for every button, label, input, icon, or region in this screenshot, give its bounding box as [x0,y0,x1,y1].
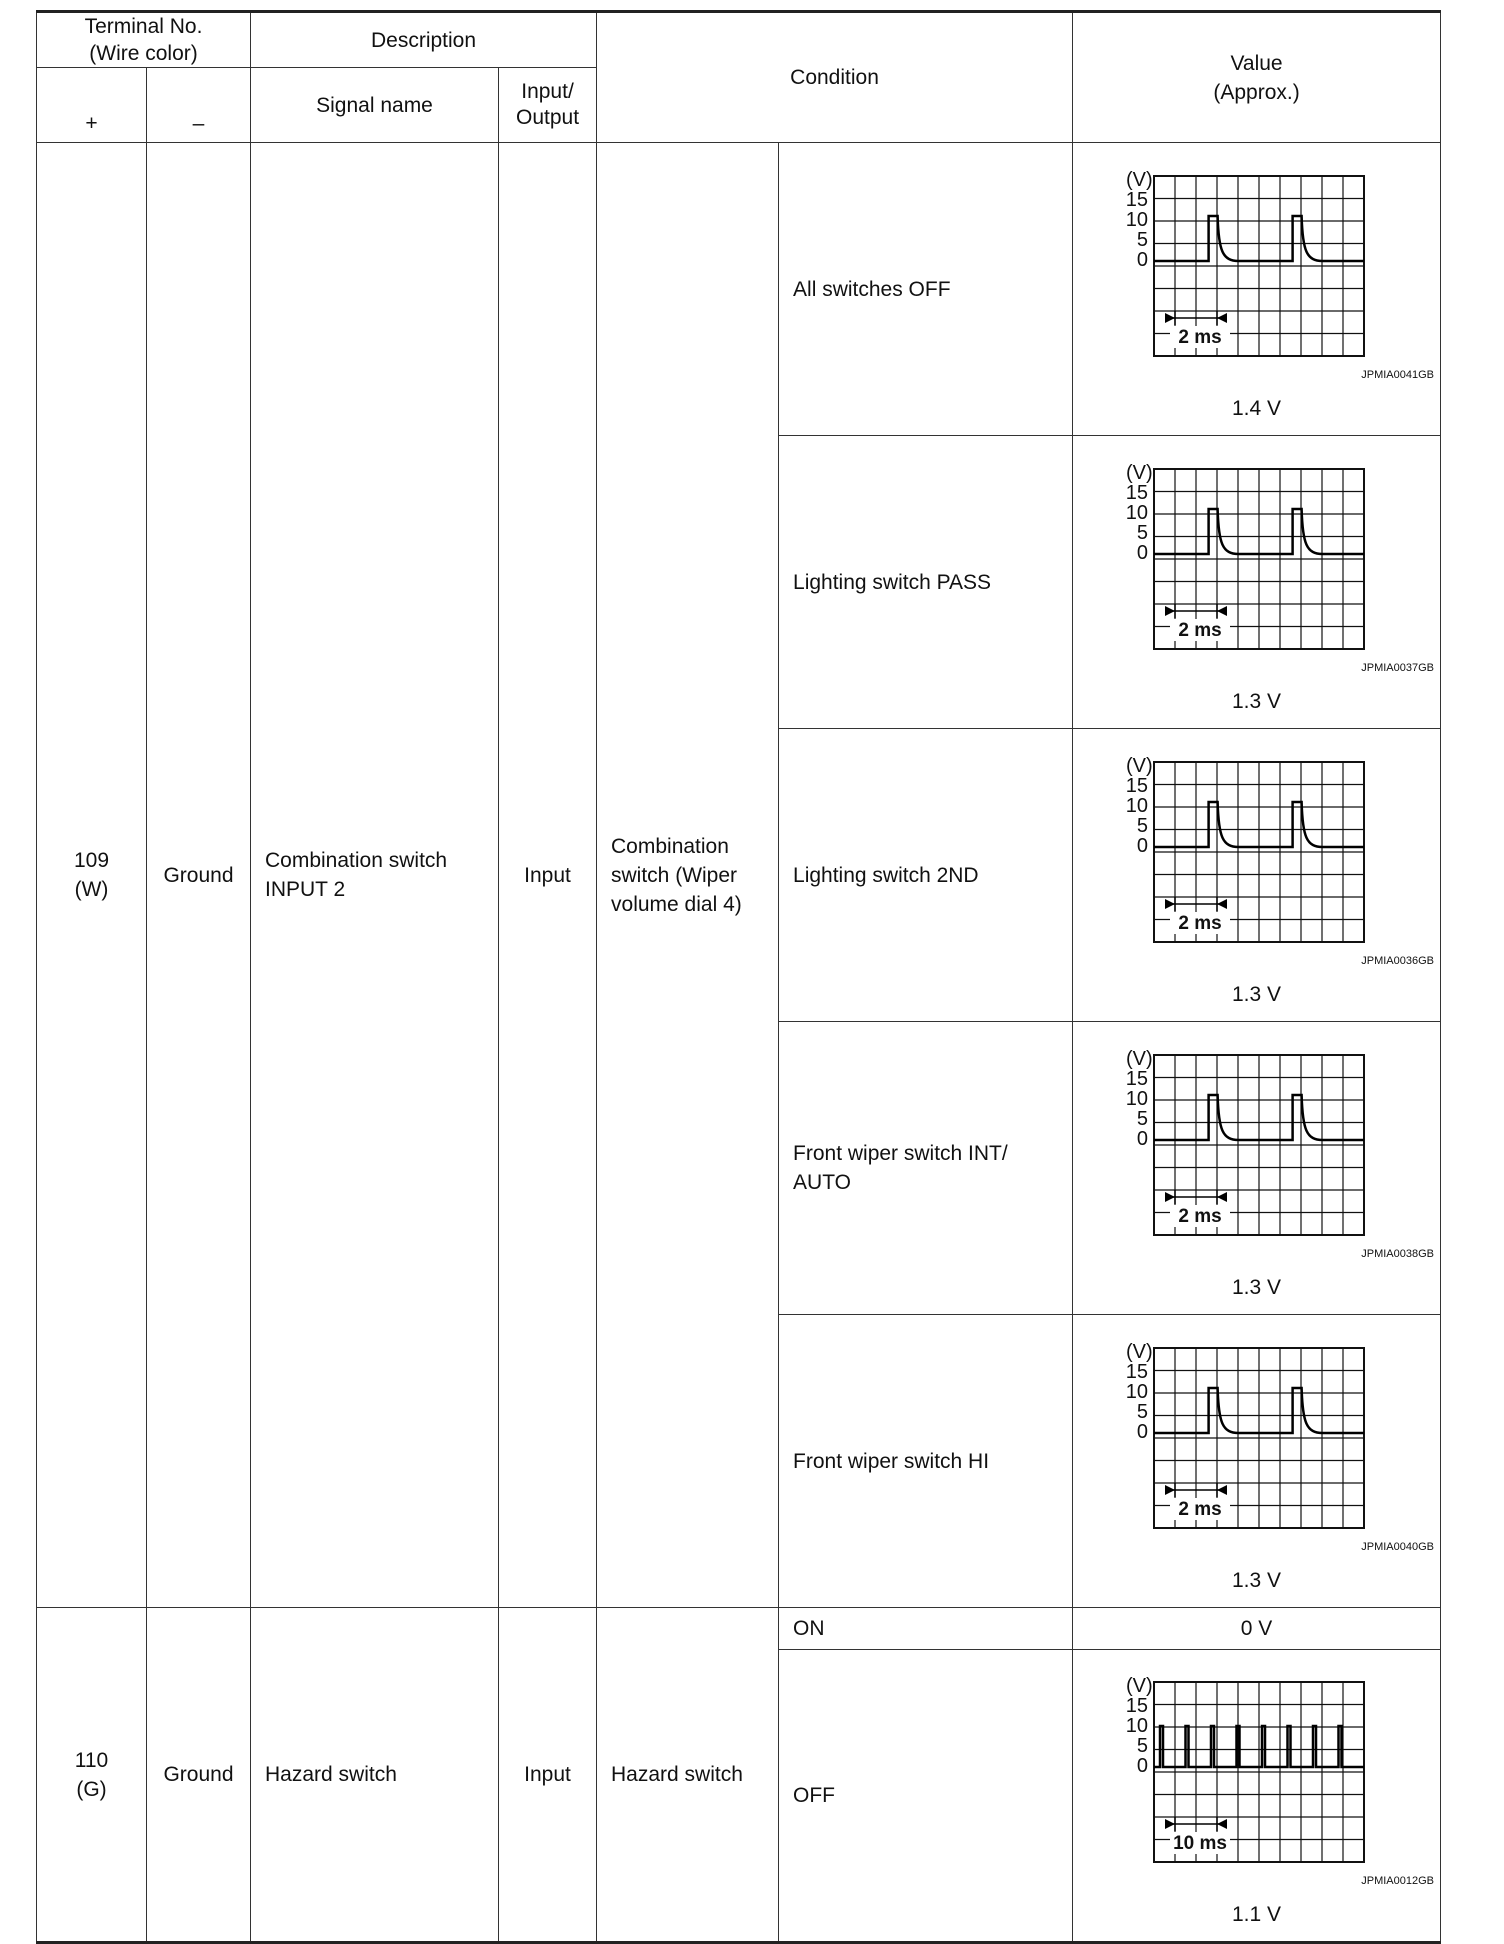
y-tick-label: 5 [1136,228,1148,251]
y-tick-label: 0 [1136,248,1148,271]
y-tick-label: 0 [1136,1420,1148,1443]
figure-code: JPMIA0037GB [1360,661,1434,674]
y-unit-label: (V) [1125,1340,1153,1363]
value-cell [1073,436,1441,729]
description-header: Description [251,12,597,68]
y-unit-label: (V) [1125,461,1153,484]
waveform-figure [1074,1035,1440,1275]
ground-cell: Ground [147,143,251,1608]
y-tick-label: 5 [1136,1400,1148,1423]
value-cell: 0 V [1073,1608,1441,1650]
y-tick-label: 15 [1125,1695,1148,1717]
figure-code: JPMIA0038GB [1360,1247,1434,1260]
y-tick-label: 15 [1125,481,1148,504]
y-tick-label: 5 [1136,1735,1148,1757]
y-tick-label: 10 [1125,1380,1148,1403]
waveform-figure [1074,156,1440,396]
value-cell [1073,143,1441,436]
y-unit-label: (V) [1125,1047,1153,1070]
value-cell [1073,1650,1441,1943]
y-tick-label: 10 [1125,1087,1148,1110]
y-tick-label: 10 [1125,794,1148,817]
value-text: 1.3 V [1232,1568,1282,1592]
condition-group-cell: Combination switch (Wiper volume dial 4) [597,143,779,1608]
wire-color-label: (Wire color) [89,42,198,65]
time-scale-label: 2 ms [1177,1205,1222,1227]
value-text: 1.4 V [1232,396,1282,420]
value-cell [1073,729,1441,1022]
value-text: 1.1 V [1232,1903,1282,1926]
value-label: Value [1230,51,1283,75]
y-tick-label: 10 [1125,501,1148,524]
signal-name-cell: Hazard switch [251,1608,499,1943]
y-tick-label: 15 [1125,188,1148,211]
waveform-figure [1074,449,1440,689]
condition-cell: Front wiper switch HI [779,1315,1073,1608]
value-cell [1073,1315,1441,1608]
condition-cell: Lighting switch PASS [779,436,1073,729]
signal-name-cell: Combination switch INPUT 2 [251,143,499,1608]
y-unit-label: (V) [1125,168,1153,191]
io-cell: Input [499,1608,597,1943]
y-tick-label: 0 [1136,834,1148,857]
y-tick-label: 5 [1136,1107,1148,1130]
time-scale-label: 2 ms [1177,1498,1222,1520]
value-text: 1.3 V [1232,982,1282,1006]
condition-cell: Lighting switch 2ND [779,729,1073,1022]
time-scale-label: 10 ms [1172,1833,1227,1854]
y-tick-label: 0 [1136,541,1148,564]
condition-cell: All switches OFF [779,143,1073,436]
condition-group-cell: Hazard switch [597,1608,779,1943]
wire-color: (W) [74,878,109,901]
terminal-number: 110 [74,1748,109,1772]
wire-color: (G) [76,1777,107,1801]
terminal-cell [37,1608,147,1943]
y-unit-label: (V) [1125,754,1153,777]
time-scale-label: 2 ms [1177,326,1222,348]
y-tick-label: 0 [1136,1755,1148,1777]
signal-name-header: Signal name [251,68,499,143]
value-text: 1.3 V [1232,1275,1282,1299]
minus-header: – [147,68,251,143]
io-cell: Input [499,143,597,1608]
figure-code: JPMIA0040GB [1360,1540,1434,1553]
time-scale-label: 2 ms [1177,619,1222,641]
value-header [1073,12,1441,143]
figure-code: JPMIA0036GB [1360,954,1434,967]
condition-cell: ON [779,1608,1073,1650]
y-tick-label: 10 [1125,208,1148,231]
y-tick-label: 15 [1125,774,1148,797]
condition-cell: OFF [779,1650,1073,1943]
y-tick-label: 5 [1136,521,1148,544]
terminal-table [36,10,1441,1944]
y-unit-label: (V) [1125,1675,1153,1697]
value-text: 1.3 V [1232,689,1282,713]
condition-header: Condition [597,12,1073,143]
y-tick-label: 0 [1136,1127,1148,1150]
y-tick-label: 15 [1125,1067,1148,1090]
y-tick-label: 5 [1136,814,1148,837]
terminal-number: 109 [73,849,110,872]
figure-code: JPMIA0041GB [1360,368,1434,381]
waveform-figure [1074,742,1440,982]
condition-cell: Front wiper switch INT/ AUTO [779,1022,1073,1315]
waveform-figure [1074,1328,1440,1568]
input-output-header: Input/ Output [499,68,597,143]
approx-label: (Approx.) [1213,80,1300,104]
y-tick-label: 10 [1125,1715,1148,1737]
terminal-no-label: Terminal No. [84,15,203,38]
plus-header: + [37,68,147,143]
terminal-cell [37,143,147,1608]
y-tick-label: 15 [1125,1360,1148,1383]
value-cell [1073,1022,1441,1315]
ground-cell: Ground [147,1608,251,1943]
waveform-figure [1074,1662,1440,1902]
terminal-no-header [37,12,251,68]
time-scale-label: 2 ms [1177,912,1222,934]
figure-code: JPMIA0012GB [1360,1875,1434,1887]
